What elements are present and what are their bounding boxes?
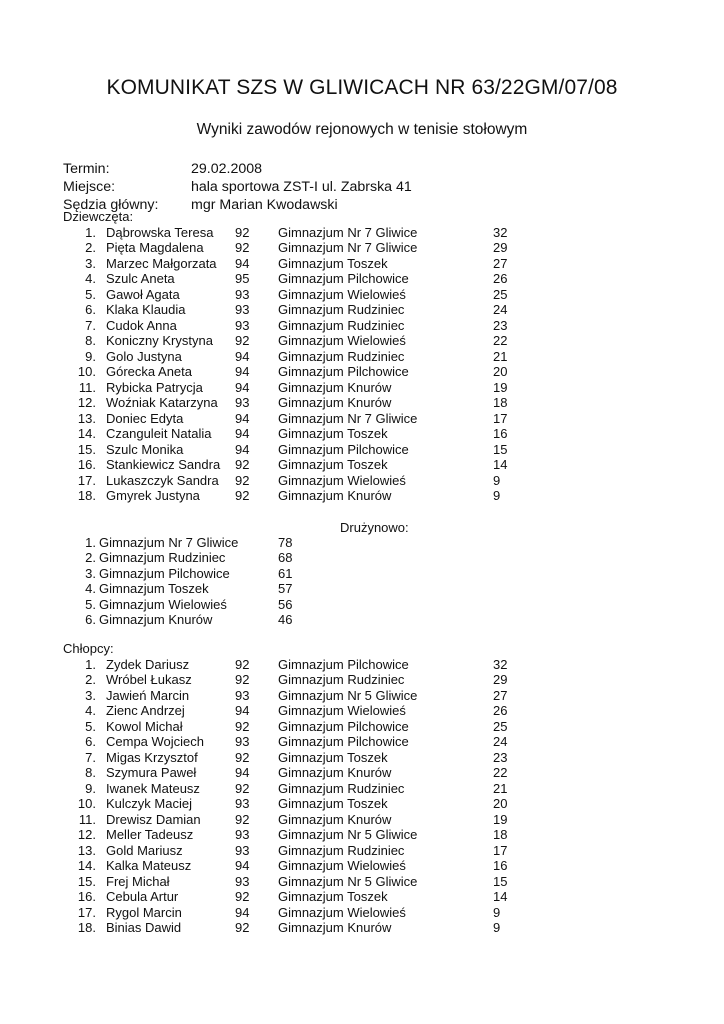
birth-year: 95 — [235, 271, 250, 287]
player-name: Czanguleit Natalia — [106, 426, 212, 442]
rank-number: 9. — [85, 348, 96, 364]
points-value: 22 — [493, 765, 508, 781]
birth-year: 92 — [235, 780, 250, 796]
school-name: Gimnazjum Rudziniec — [278, 302, 405, 318]
points-value: 20 — [493, 364, 508, 380]
birth-year: 92 — [235, 225, 250, 240]
player-name: Gold Mariusz — [106, 842, 183, 858]
school-name: Gimnazjum Knurów — [278, 765, 392, 781]
result-row — [0, 411, 724, 426]
player-name: Dąbrowska Teresa — [106, 225, 214, 240]
points-value: 21 — [493, 348, 508, 364]
birth-year: 94 — [235, 441, 250, 457]
player-name: Golo Justyna — [106, 348, 182, 364]
player-name: Migas Krzysztof — [106, 749, 198, 765]
result-row — [0, 672, 724, 687]
team-row — [0, 612, 724, 627]
result-row — [0, 688, 724, 703]
player-name: Gmyrek Justyna — [106, 487, 200, 503]
player-name: Cempa Wojciech — [106, 734, 205, 750]
school-name: Gimnazjum Wielowieś — [278, 472, 406, 488]
player-name: Zydek Dariusz — [106, 657, 190, 672]
document-subtitle: Wyniki zawodów rejonowych w tenisie stołowym — [196, 121, 528, 138]
birth-year: 92 — [235, 487, 250, 503]
player-name: Kulczyk Maciej — [106, 796, 192, 812]
school-name: Gimnazjum Nr 7 Gliwice — [278, 225, 418, 240]
points-value: 9 — [493, 472, 501, 488]
school-name: Gimnazjum Toszek — [278, 749, 388, 765]
player-name: Woźniak Katarzyna — [106, 395, 218, 411]
rank-number: 1. — [85, 657, 96, 672]
result-row — [0, 333, 724, 348]
school-name: Gimnazjum Nr 5 Gliwice — [278, 873, 418, 889]
player-name: Rybicka Patrycja — [106, 379, 203, 395]
school-name: Gimnazjum Knurów — [278, 919, 392, 935]
result-row — [0, 488, 724, 503]
result-row — [0, 657, 724, 672]
school-name: Gimnazjum Wielowieś — [278, 858, 406, 874]
rank-number: 15. — [77, 873, 96, 889]
player-name: Pięta Magdalena — [106, 240, 204, 256]
points-value: 26 — [493, 271, 508, 287]
school-name: Gimnazjum Rudziniec — [278, 842, 405, 858]
birth-year: 92 — [235, 919, 250, 935]
rank-number: 4. — [85, 271, 96, 287]
rank-number: 7. — [85, 749, 96, 765]
player-name: Koniczny Krystyna — [106, 333, 213, 349]
birth-year: 93 — [235, 286, 250, 302]
team-name: Gimnazjum Wielowieś — [99, 596, 227, 612]
points-value: 32 — [493, 657, 508, 672]
points-value: 17 — [493, 410, 508, 426]
school-name: Gimnazjum Knurów — [278, 395, 392, 411]
rank-number: 9. — [85, 780, 96, 796]
school-name: Gimnazjum Nr 7 Gliwice — [278, 410, 418, 426]
school-name: Gimnazjum Knurów — [278, 379, 392, 395]
result-row — [0, 734, 724, 749]
player-name: Gawoł Agata — [106, 286, 180, 302]
team-results-list — [0, 535, 724, 627]
rank-number: 3. — [85, 687, 96, 703]
result-row — [0, 827, 724, 842]
team-rank: 2. — [85, 550, 96, 566]
points-value: 29 — [493, 240, 508, 256]
school-name: Gimnazjum Nr 5 Gliwice — [278, 687, 418, 703]
school-name: Gimnazjum Pilchowice — [278, 718, 409, 734]
points-value: 9 — [493, 487, 501, 503]
birth-year: 94 — [235, 765, 250, 781]
team-points: 57 — [278, 581, 293, 597]
birth-year: 94 — [235, 379, 250, 395]
team-points: 78 — [278, 535, 293, 550]
team-row — [0, 597, 724, 612]
sedzia-value: mgr Marian Kwodawski — [191, 197, 338, 213]
birth-year: 92 — [235, 472, 250, 488]
school-name: Gimnazjum Toszek — [278, 889, 388, 905]
school-name: Gimnazjum Rudziniec — [278, 348, 405, 364]
girls-results-list — [0, 225, 724, 503]
result-row — [0, 426, 724, 441]
birth-year: 94 — [235, 364, 250, 380]
team-points: 56 — [278, 596, 293, 612]
points-value: 15 — [493, 441, 508, 457]
rank-number: 6. — [85, 302, 96, 318]
rank-number: 15. — [77, 441, 96, 457]
team-points: 46 — [278, 611, 293, 627]
result-row — [0, 349, 724, 364]
birth-year: 94 — [235, 348, 250, 364]
school-name: Gimnazjum Wielowieś — [278, 703, 406, 719]
birth-year: 92 — [235, 749, 250, 765]
points-value: 27 — [493, 255, 508, 271]
player-name: Meller Tadeusz — [106, 827, 194, 843]
rank-number: 5. — [85, 286, 96, 302]
rank-number: 12. — [77, 395, 96, 411]
result-row — [0, 703, 724, 718]
points-value: 9 — [493, 919, 501, 935]
points-value: 19 — [493, 811, 508, 827]
points-value: 9 — [493, 904, 501, 920]
school-name: Gimnazjum Rudziniec — [278, 780, 405, 796]
birth-year: 93 — [235, 734, 250, 750]
player-name: Cudok Anna — [106, 317, 177, 333]
team-name: Gimnazjum Rudziniec — [99, 550, 226, 566]
player-name: Binias Dawid — [106, 919, 182, 935]
school-name: Gimnazjum Pilchowice — [278, 271, 409, 287]
player-name: Drewisz Damian — [106, 811, 201, 827]
player-name: Wróbel Łukasz — [106, 672, 192, 688]
school-name: Gimnazjum Nr 5 Gliwice — [278, 827, 418, 843]
result-row — [0, 442, 724, 457]
points-value: 24 — [493, 734, 508, 750]
rank-number: 17. — [77, 472, 96, 488]
team-name: Gimnazjum Knurów — [99, 611, 213, 627]
school-name: Gimnazjum Knurów — [278, 811, 392, 827]
rank-number: 1. — [85, 225, 96, 240]
birth-year: 93 — [235, 827, 250, 843]
school-name: Gimnazjum Rudziniec — [278, 672, 405, 688]
birth-year: 94 — [235, 410, 250, 426]
result-row — [0, 287, 724, 302]
team-points: 68 — [278, 550, 293, 566]
boys-results-list — [0, 657, 724, 935]
team-points: 61 — [278, 565, 293, 581]
rank-number: 6. — [85, 734, 96, 750]
player-name: Szulc Monika — [106, 441, 184, 457]
points-value: 19 — [493, 379, 508, 395]
school-name: Gimnazjum Nr 7 Gliwice — [278, 240, 418, 256]
school-name: Gimnazjum Wielowieś — [278, 333, 406, 349]
result-row — [0, 781, 724, 796]
team-rank: 6. — [85, 611, 96, 627]
birth-year: 93 — [235, 302, 250, 318]
points-value: 23 — [493, 749, 508, 765]
rank-number: 14. — [77, 858, 96, 874]
points-value: 24 — [493, 302, 508, 318]
result-row — [0, 905, 724, 920]
player-name: Kalka Mateusz — [106, 858, 192, 874]
points-value: 17 — [493, 842, 508, 858]
birth-year: 93 — [235, 687, 250, 703]
points-value: 20 — [493, 796, 508, 812]
result-row — [0, 874, 724, 889]
school-name: Gimnazjum Pilchowice — [278, 441, 409, 457]
player-name: Klaka Klaudia — [106, 302, 186, 318]
result-row — [0, 395, 724, 410]
result-row — [0, 889, 724, 904]
result-row — [0, 225, 724, 240]
points-value: 21 — [493, 780, 508, 796]
document-title: KOMUNIKAT SZS W GLIWICACH NR 63/22GM/07/08 — [106, 76, 618, 99]
miejsce-label: Miejsce: — [63, 179, 116, 195]
girls-section-label: Dziewczęta: — [63, 209, 134, 224]
team-rank: 3. — [85, 565, 96, 581]
rank-number: 12. — [77, 827, 96, 843]
birth-year: 93 — [235, 842, 250, 858]
school-name: Gimnazjum Toszek — [278, 426, 388, 442]
rank-number: 16. — [77, 457, 96, 473]
birth-year: 93 — [235, 873, 250, 889]
birth-year: 92 — [235, 457, 250, 473]
player-name: Iwanek Mateusz — [106, 780, 200, 796]
team-rank: 1. — [85, 535, 96, 550]
points-value: 18 — [493, 395, 508, 411]
birth-year: 92 — [235, 718, 250, 734]
birth-year: 92 — [235, 240, 250, 256]
points-value: 16 — [493, 858, 508, 874]
result-row — [0, 380, 724, 395]
team-row — [0, 550, 724, 565]
birth-year: 92 — [235, 811, 250, 827]
birth-year: 93 — [235, 395, 250, 411]
points-value: 23 — [493, 317, 508, 333]
points-value: 25 — [493, 286, 508, 302]
rank-number: 13. — [77, 410, 96, 426]
player-name: Stankiewicz Sandra — [106, 457, 221, 473]
result-row — [0, 256, 724, 271]
rank-number: 4. — [85, 703, 96, 719]
points-value: 14 — [493, 889, 508, 905]
team-rank: 5. — [85, 596, 96, 612]
points-value: 15 — [493, 873, 508, 889]
rank-number: 10. — [77, 364, 96, 380]
result-row — [0, 302, 724, 317]
miejsce-value: hala sportowa ZST-I ul. Zabrska 41 — [191, 179, 412, 195]
rank-number: 5. — [85, 718, 96, 734]
rank-number: 17. — [77, 904, 96, 920]
points-value: 25 — [493, 718, 508, 734]
result-row — [0, 843, 724, 858]
player-name: Jawień Marcin — [106, 687, 190, 703]
birth-year: 94 — [235, 255, 250, 271]
birth-year: 93 — [235, 317, 250, 333]
rank-number: 18. — [77, 919, 96, 935]
birth-year: 92 — [235, 672, 250, 688]
school-name: Gimnazjum Toszek — [278, 457, 388, 473]
school-name: Gimnazjum Rudziniec — [278, 317, 405, 333]
player-name: Doniec Edyta — [106, 410, 184, 426]
school-name: Gimnazjum Knurów — [278, 487, 392, 503]
result-row — [0, 473, 724, 488]
team-name: Gimnazjum Toszek — [99, 581, 209, 597]
result-row — [0, 364, 724, 379]
player-name: Szulc Aneta — [106, 271, 175, 287]
player-name: Frej Michał — [106, 873, 170, 889]
birth-year: 94 — [235, 904, 250, 920]
school-name: Gimnazjum Wielowieś — [278, 904, 406, 920]
rank-number: 8. — [85, 765, 96, 781]
school-name: Gimnazjum Toszek — [278, 255, 388, 271]
rank-number: 10. — [77, 796, 96, 812]
rank-number: 2. — [85, 240, 96, 256]
boys-section-label: Chłopcy: — [63, 641, 114, 656]
result-row — [0, 271, 724, 286]
result-row — [0, 318, 724, 333]
result-row — [0, 765, 724, 780]
result-row — [0, 796, 724, 811]
rank-number: 16. — [77, 889, 96, 905]
points-value: 18 — [493, 827, 508, 843]
player-name: Rygol Marcin — [106, 904, 182, 920]
termin-value: 29.02.2008 — [191, 161, 263, 177]
school-name: Gimnazjum Pilchowice — [278, 364, 409, 380]
team-row — [0, 581, 724, 596]
termin-label: Termin: — [63, 161, 110, 177]
team-name: Gimnazjum Pilchowice — [99, 565, 230, 581]
result-row — [0, 457, 724, 472]
result-row — [0, 750, 724, 765]
birth-year: 94 — [235, 858, 250, 874]
rank-number: 8. — [85, 333, 96, 349]
rank-number: 7. — [85, 317, 96, 333]
points-value: 26 — [493, 703, 508, 719]
rank-number: 2. — [85, 672, 96, 688]
team-name: Gimnazjum Nr 7 Gliwice — [99, 535, 239, 550]
player-name: Szymura Paweł — [106, 765, 197, 781]
sedzia-label: Sędzia główny: — [63, 197, 159, 213]
rank-number: 14. — [77, 426, 96, 442]
rank-number: 11. — [78, 379, 96, 395]
rank-number: 3. — [85, 255, 96, 271]
birth-year: 94 — [235, 703, 250, 719]
rank-number: 18. — [77, 487, 96, 503]
points-value: 14 — [493, 457, 508, 473]
result-row — [0, 719, 724, 734]
player-name: Lukaszczyk Sandra — [106, 472, 219, 488]
school-name: Gimnazjum Pilchowice — [278, 734, 409, 750]
player-name: Kowol Michał — [106, 718, 183, 734]
birth-year: 93 — [235, 796, 250, 812]
result-row — [0, 812, 724, 827]
school-name: Gimnazjum Wielowieś — [278, 286, 406, 302]
team-row — [0, 535, 724, 550]
team-rank: 4. — [85, 581, 96, 597]
player-name: Zienc Andrzej — [106, 703, 185, 719]
rank-number: 11. — [78, 811, 96, 827]
points-value: 29 — [493, 672, 508, 688]
player-name: Cebula Artur — [106, 889, 179, 905]
result-row — [0, 240, 724, 255]
points-value: 22 — [493, 333, 508, 349]
rank-number: 13. — [77, 842, 96, 858]
player-name: Marzec Małgorzata — [106, 255, 217, 271]
team-row — [0, 566, 724, 581]
player-name: Górecka Aneta — [106, 364, 192, 380]
points-value: 27 — [493, 687, 508, 703]
birth-year: 92 — [235, 333, 250, 349]
school-name: Gimnazjum Toszek — [278, 796, 388, 812]
result-row — [0, 858, 724, 873]
teams-section-label: Drużynowo: — [340, 520, 409, 535]
birth-year: 94 — [235, 426, 250, 442]
birth-year: 92 — [235, 889, 250, 905]
school-name: Gimnazjum Pilchowice — [278, 657, 409, 672]
points-value: 16 — [493, 426, 508, 442]
result-row — [0, 920, 724, 935]
birth-year: 92 — [235, 657, 250, 672]
points-value: 32 — [493, 225, 508, 240]
